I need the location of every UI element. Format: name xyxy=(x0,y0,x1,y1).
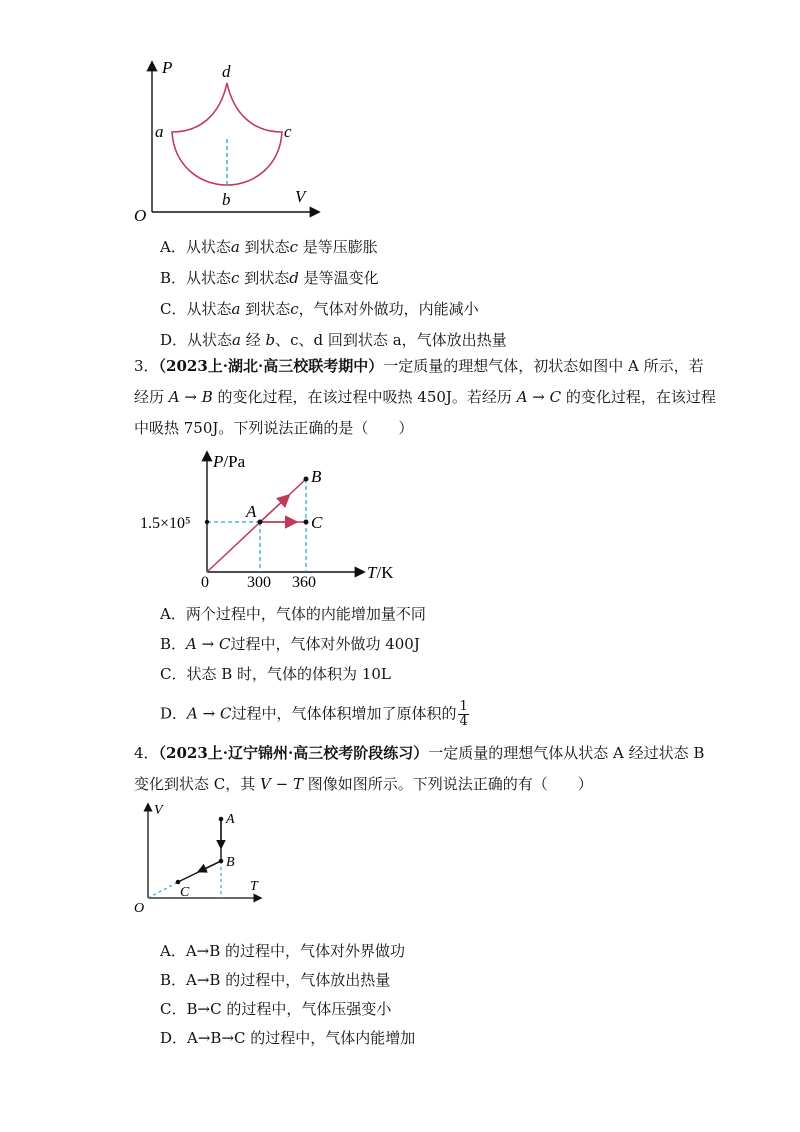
vt-graph-figure xyxy=(130,800,280,915)
q4-option-a[interactable]: A．A→B 的过程中，气体对外界做功 xyxy=(160,942,406,960)
q3-stem-line3: 中吸热 750J。下列说法正确的是（ ） xyxy=(134,419,414,437)
point-b-label: B xyxy=(226,855,235,870)
q4-option-b[interactable]: B．A→B 的过程中，气体放出热量 xyxy=(160,971,391,989)
q4-option-c[interactable]: C．B→C 的过程中，气体压强变小 xyxy=(160,1000,392,1018)
q2-option-b[interactable]: B．从状态c 到状态d 是等温变化 xyxy=(160,269,379,287)
q3-option-a[interactable]: A．两个过程中，气体的内能增加量不同 xyxy=(160,605,426,623)
point-a-label: A xyxy=(226,812,235,827)
point-c xyxy=(304,520,309,525)
point-d-label: d xyxy=(222,62,231,81)
point-b-label: B xyxy=(311,467,322,486)
point-c-label: C xyxy=(180,885,190,900)
q4-stem-line2: 变化到状态 C，其 V − T 图像如图所示。下列说法正确的有（ ） xyxy=(134,775,593,793)
point-a-label: a xyxy=(155,122,164,141)
q3-option-c[interactable]: C．状态 B 时，气体的体积为 10L xyxy=(160,665,391,683)
q3-option-d[interactable]: D．A → C过程中，气体体积增加了原体积的 $\frac{1}{4}$ xyxy=(160,699,468,729)
q2-option-c[interactable]: C．从状态a 到状态c，气体对外做功，内能减小 xyxy=(160,300,479,318)
point-b-label: b xyxy=(222,190,231,209)
q3-option-b[interactable]: B．A → C过程中，气体对外做功 400J xyxy=(160,635,420,653)
origin-label: O xyxy=(134,206,147,225)
q4-stem-line1: 4．（2023上·辽宁锦州·高三校考阶段练习）一定质量的理想气体从状态 A 经过状态 B xyxy=(134,744,705,762)
y-tick-label: 1.5×10⁵ xyxy=(140,515,191,532)
x-axis-label: T/K xyxy=(367,563,394,582)
point-b xyxy=(219,859,224,864)
q4-option-d[interactable]: D．A→B→C 的过程中，气体内能增加 xyxy=(160,1029,416,1047)
point-c xyxy=(176,880,181,885)
arrow-a-b xyxy=(260,499,285,522)
line-0-b xyxy=(207,479,306,572)
point-c-label: c xyxy=(284,122,292,141)
q3-stem-line2: 经历 A → B 的变化过程，在该过程中吸热 450J。若经历 A → C 的变化过程，在该过程 xyxy=(134,388,716,406)
fraction-one-quarter: $\frac{1}{4}$ xyxy=(459,699,468,729)
t-axis-label: T xyxy=(250,879,258,894)
point-a xyxy=(258,520,263,525)
origin-label: 0 xyxy=(201,574,209,587)
x-tick-360: 360 xyxy=(292,574,316,587)
p-axis-label: P xyxy=(162,58,173,77)
point-b xyxy=(304,477,309,482)
q2-option-d[interactable]: D．从状态a 经 b、c、d 回到状态 a，气体放出热量 xyxy=(160,331,507,349)
q2-option-a[interactable]: A．从状态a 到状态c 是等压膨胀 xyxy=(160,238,378,256)
origin-label: O xyxy=(134,901,145,915)
q3-stem-line1: 3．（2023上·湖北·高三校联考期中）一定质量的理想气体，初状态如图中 A 所示，若 xyxy=(134,357,704,375)
v-axis-label: V xyxy=(295,187,306,206)
point-a xyxy=(219,817,224,822)
pv-cycle-figure xyxy=(130,55,330,225)
point-a-label: A xyxy=(246,502,257,521)
pt-graph-figure xyxy=(135,447,415,587)
point-c-label: C xyxy=(311,513,323,532)
v-axis-label: V xyxy=(154,803,163,818)
y-axis-label: P/Pa xyxy=(213,452,246,471)
x-tick-300: 300 xyxy=(247,574,271,587)
